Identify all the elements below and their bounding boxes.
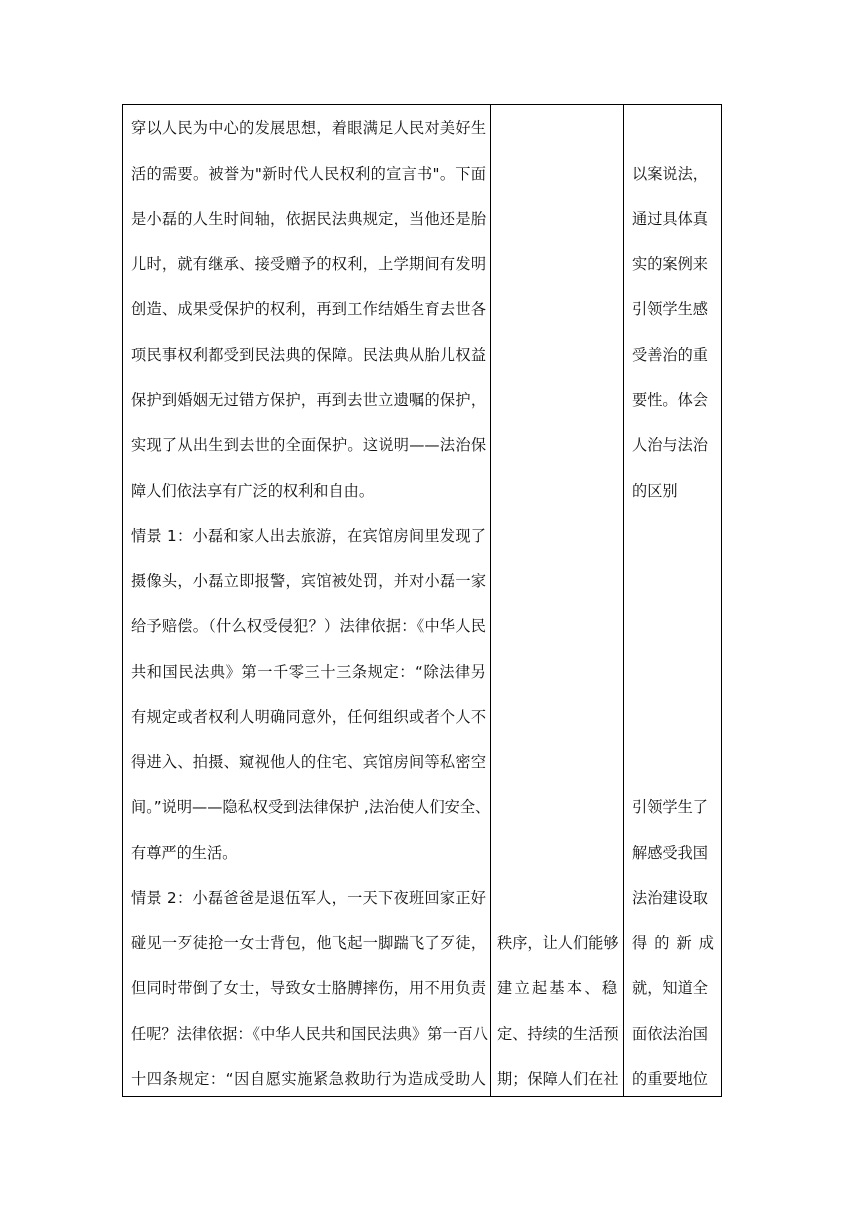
text-line: 的区别 (632, 482, 678, 500)
text-line: 创造、成果受保护的权利，再到工作结婚生育去世各 (131, 300, 486, 318)
text-line: 情景 2：小磊爸爸是退伍军人，一天下夜班回家正好 (131, 889, 486, 907)
text-line: 的重要地位 (632, 1070, 708, 1088)
text-line: 十四条规定：“因自愿实施紧急救助行为造成受助人 (131, 1070, 486, 1088)
text-line: 活的需要。被誉为"新时代人民权利的宣言书"。下面 (131, 165, 486, 183)
text-line: 项民事权利都受到民法典的保障。民法典从胎儿权益 (131, 346, 486, 364)
text-line: 给予赔偿。（什么权受侵犯？）法律依据：《中华人民 (131, 617, 486, 635)
text-line: 受善治的重 (632, 346, 708, 364)
text-line: 情景 1：小磊和家人出去旅游，在宾馆房间里发现了 (131, 527, 486, 545)
text-line: 碰见一歹徒抢一女士背包，他飞起一脚踹飞了歹徒， (131, 934, 486, 952)
text-line: 秩序，让人们能够 (497, 934, 619, 952)
text-line: 穿以人民为中心的发展思想，着眼满足人民对美好生 (131, 119, 486, 137)
text-line: 障人们依法享有广泛的权利和自由。 (131, 482, 374, 500)
text-line: 得进入、拍摄、窥视他人的住宅、宾馆房间等私密空 (131, 753, 486, 771)
text-line: 保护到婚姻无过错方保护，再到去世立遗嘱的保护， (131, 391, 486, 409)
text-line: 摄像头，小磊立即报警，宾馆被处罚，并对小磊一家 (131, 572, 486, 590)
text-line: 但同时带倒了女士，导致女士胳膊摔伤，用不用负责 (131, 979, 486, 997)
text-line: 就，知道全 (632, 979, 708, 997)
text-line: 要性。体会 (632, 391, 708, 409)
text-line: 人治与法治 (632, 436, 708, 454)
text-line: 解感受我国 (632, 844, 708, 862)
text-line: 实的案例来 (632, 255, 708, 273)
text-line: 有尊严的生活。 (131, 844, 238, 862)
text-line: 面依法治国 (632, 1025, 708, 1043)
text-line: 间。”说明——隐私权受到法律保护 ,法治使人们安全、 (131, 798, 491, 816)
text-line: 定、持续的生活预 (497, 1025, 619, 1043)
text-line: 实现了从出生到去世的全面保护。这说明——法治保 (131, 436, 486, 454)
text-line: 共和国民法典》第一千零三十三条规定：“除法律另 (131, 663, 486, 681)
text-line: 得 的 新 成 (632, 934, 714, 952)
text-line: 期；保障人们在社 (497, 1070, 619, 1088)
text-line: 有规定或者权利人明确同意外，任何组织或者个人不 (131, 708, 486, 726)
text-line: 引领学生了 (632, 798, 708, 816)
text-line: 任呢？法律依据：《中华人民共和国民法典》第一百八 (131, 1025, 488, 1043)
text-line: 通过具体真 (632, 210, 708, 228)
text-line: 法治建设取 (632, 889, 708, 907)
text-line: 是小磊的人生时间轴，依据民法典规定，当他还是胎 (131, 210, 486, 228)
text-line: 儿时，就有继承、接受赠予的权利，上学期间有发明 (131, 255, 486, 273)
text-line: 引领学生感 (632, 300, 708, 318)
text-line: 建立起基本、稳 (497, 979, 617, 997)
text-line: 以案说法， (632, 165, 708, 183)
